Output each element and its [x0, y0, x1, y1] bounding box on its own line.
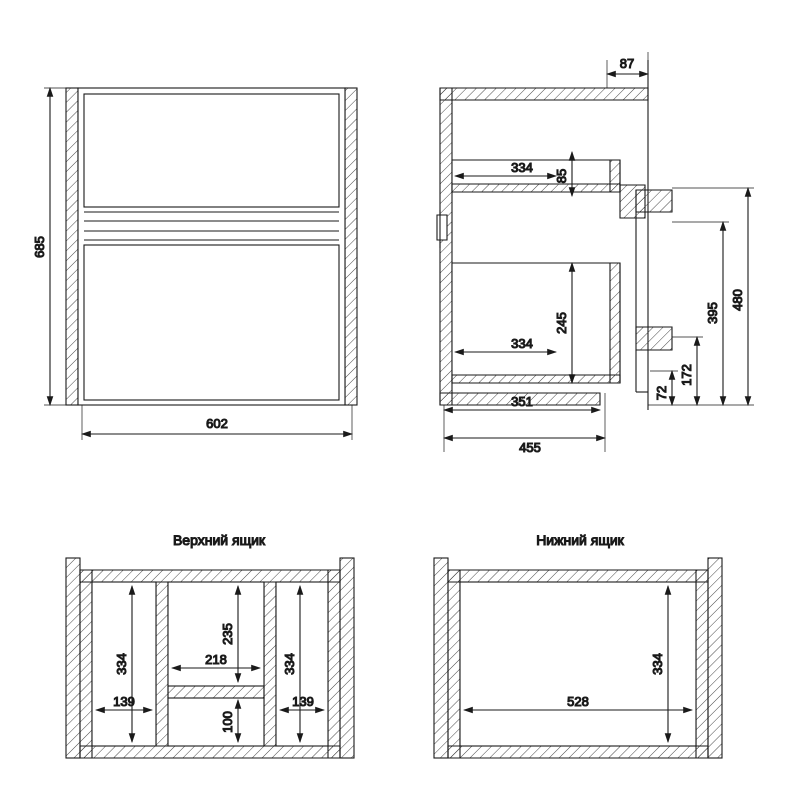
- dim-value-139-left: 139: [113, 694, 135, 709]
- dim-value-395: 395: [705, 302, 720, 324]
- bottom-drawer-plan: [434, 558, 722, 758]
- dim-height-480: [648, 188, 754, 405]
- dim-value-334-upper: 334: [511, 160, 533, 175]
- dim-value-351: 351: [511, 394, 533, 409]
- front-elevation: [66, 88, 357, 405]
- dim-value-85: 85: [554, 168, 569, 184]
- dim-value-528: 528: [567, 694, 589, 709]
- dim-value-334-left: 334: [114, 653, 129, 675]
- dim-value-139-right: 139: [292, 694, 314, 709]
- dim-front-width: [82, 405, 352, 440]
- side-section: [437, 60, 672, 410]
- dim-value-334-right: 334: [282, 653, 297, 675]
- top-drawer-title: Верхний ящик: [172, 532, 266, 548]
- dim-side-top-offset-87: [607, 52, 648, 88]
- dim-value-455: 455: [519, 440, 541, 455]
- dim-value-480: 480: [730, 289, 745, 311]
- dim-value-334-bottom: 334: [650, 653, 665, 675]
- dim-value-100: 100: [220, 711, 235, 733]
- dim-value-245: 245: [554, 312, 569, 334]
- dim-height-72: [650, 371, 678, 405]
- dim-value-87: 87: [619, 56, 635, 71]
- bottom-drawer-title: Нижний ящик: [536, 532, 624, 548]
- dim-value-72: 72: [654, 385, 669, 401]
- dim-value-218: 218: [205, 652, 227, 667]
- dim-value-235: 235: [220, 623, 235, 645]
- dim-value-334-lower: 334: [511, 336, 533, 351]
- dim-value-685: 685: [32, 236, 47, 258]
- dim-value-172: 172: [679, 364, 694, 386]
- dim-value-602: 602: [206, 416, 228, 431]
